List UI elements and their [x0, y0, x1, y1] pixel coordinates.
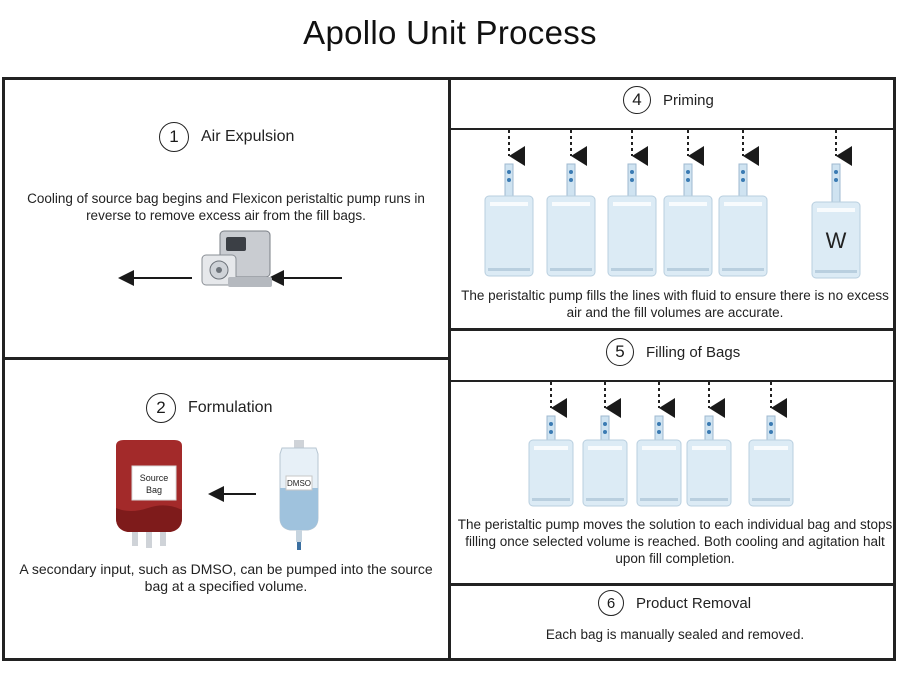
step-1-description: Cooling of source bag begins and Flexicon peristaltic pump runs in reverse to remove excess air from the fill bags. [27, 191, 425, 223]
step-5-header [606, 338, 740, 366]
step-2-description: A secondary input, such as DMSO, can be pumped into the source bag at a specified volume. [19, 561, 433, 594]
dmso-bag-icon [280, 440, 318, 550]
step-2-header [146, 393, 272, 423]
peristaltic-pump-icon [202, 231, 272, 287]
step-5-title: Filling of Bags [646, 343, 741, 361]
fill-bag-2 [583, 382, 627, 506]
step-1-illustration [100, 225, 360, 295]
step-6-title: Product Removal [636, 594, 752, 612]
fill-bag-3 [637, 382, 681, 506]
step-6-description: Each bag is manually sealed and removed. [545, 627, 805, 642]
priming-bag-3 [608, 130, 656, 276]
step-5-illustration [451, 372, 896, 512]
fill-bag-1 [529, 382, 573, 506]
left-horizontal-divider [2, 357, 450, 360]
right-horizontal-divider-1 [450, 328, 896, 331]
step-1-number: 1 [159, 122, 189, 152]
waste-bag-label: W [825, 228, 847, 253]
step-4-number: 4 [623, 86, 651, 114]
step-6-header [598, 590, 751, 616]
step-5-description: The peristaltic pump moves the solution to each individual bag and stops filling once selected volume is reached. Both cooling and agitation halt upon fill completion. [457, 517, 893, 566]
step-2-number: 2 [146, 393, 176, 423]
step-1-header [159, 122, 294, 152]
step-4-title: Priming [663, 91, 714, 109]
step-4-illustration [451, 120, 896, 285]
step-4-description: The peristaltic pump fills the lines with fluid to ensure there is no excess air and the fill volumes are accurate. [461, 288, 889, 320]
step-6-number: 6 [598, 590, 624, 616]
priming-bag-4 [664, 130, 712, 276]
source-bag-label-line-2: Bag [145, 485, 163, 495]
priming-bag-1 [485, 130, 533, 276]
fill-bag-4 [687, 382, 731, 506]
dmso-bag-label: DMSO [287, 479, 311, 488]
fill-bag-5 [749, 382, 793, 506]
waste-bag-icon [812, 130, 860, 278]
source-bag-label-line-1: Source [139, 473, 169, 483]
diagram-title: Apollo Unit Process [303, 14, 597, 51]
step-1-title: Air Expulsion [201, 128, 295, 145]
priming-bag-2 [547, 130, 595, 276]
step-5-number: 5 [606, 338, 634, 366]
right-horizontal-divider-2 [450, 583, 896, 586]
step-2-title: Formulation [188, 399, 273, 416]
source-bag-icon [116, 440, 182, 548]
priming-bag-5 [719, 130, 767, 276]
step-2-illustration [110, 438, 340, 556]
step-4-header [623, 86, 714, 114]
